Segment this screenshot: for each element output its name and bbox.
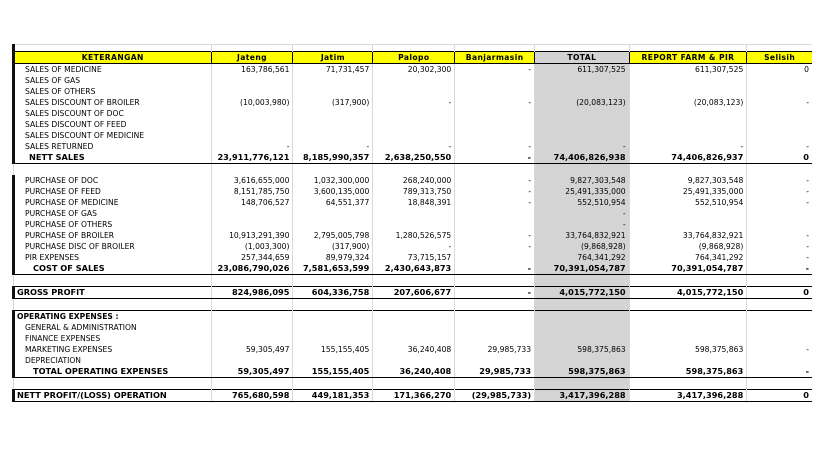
cell-palopo[interactable]: 73,715,157 — [373, 252, 455, 263]
cell-palopo[interactable]: 36,240,408 — [373, 344, 455, 355]
cell-report-farm-pir[interactable] — [629, 208, 747, 219]
empty-cell[interactable] — [455, 164, 535, 176]
cell-jateng[interactable]: 163,786,561 — [211, 64, 293, 76]
cell-report-farm-pir[interactable] — [629, 86, 747, 97]
empty-cell[interactable] — [747, 164, 812, 176]
total-opex-row — [14, 366, 813, 378]
cell-selisih[interactable]: - — [747, 252, 812, 263]
cell-banjarmasin[interactable]: - — [455, 141, 535, 152]
empty-cell[interactable] — [455, 275, 535, 287]
cell-banjarmasin[interactable]: - — [455, 186, 535, 197]
cell-total[interactable]: 4,015,772,150 — [535, 287, 630, 299]
cell-jateng[interactable] — [211, 219, 293, 230]
cell-jatim[interactable] — [293, 219, 373, 230]
cell-report-farm-pir[interactable]: 764,341,292 — [629, 252, 747, 263]
cell-selisih[interactable] — [747, 333, 812, 344]
cell-selisih[interactable]: 0 — [747, 152, 812, 164]
cell-jatim[interactable]: 89,979,324 — [293, 252, 373, 263]
cell-palopo[interactable] — [373, 86, 455, 97]
opex-row — [14, 355, 813, 366]
row-label[interactable]: SALES OF MEDICINE — [14, 64, 212, 76]
cell-report-farm-pir[interactable]: (20,083,123) — [629, 97, 747, 108]
opex-row — [14, 344, 813, 355]
empty-cell[interactable] — [747, 275, 812, 287]
cell-jateng[interactable]: 8,151,785,750 — [211, 186, 293, 197]
cell-report-farm-pir[interactable] — [629, 333, 747, 344]
empty-cell[interactable] — [535, 311, 630, 323]
cell-jatim[interactable]: 1,032,300,000 — [293, 175, 373, 186]
cell-report-farm-pir[interactable]: 70,391,054,787 — [629, 263, 747, 275]
cell-jatim[interactable]: 71,731,457 — [293, 64, 373, 76]
cell-selisih[interactable]: - — [747, 186, 812, 197]
cell-jateng[interactable] — [211, 75, 293, 86]
cell-total[interactable] — [535, 333, 630, 344]
cell-banjarmasin[interactable]: - — [455, 197, 535, 208]
cell-jateng[interactable]: 257,344,659 — [211, 252, 293, 263]
cell-report-farm-pir[interactable] — [629, 119, 747, 130]
cell-palopo[interactable]: 20,302,300 — [373, 64, 455, 76]
cell-selisih[interactable] — [747, 355, 812, 366]
row-label[interactable]: SALES DISCOUNT OF FEED — [14, 119, 212, 130]
header-report-farm-pir[interactable]: REPORT FARM & PIR — [629, 52, 747, 64]
cell-report-farm-pir[interactable]: 552,510,954 — [629, 197, 747, 208]
cell-report-farm-pir[interactable]: 25,491,335,000 — [629, 186, 747, 197]
cell-banjarmasin[interactable] — [455, 333, 535, 344]
empty-cell[interactable] — [535, 164, 630, 176]
cell-palopo[interactable] — [373, 75, 455, 86]
empty-cell[interactable] — [629, 311, 747, 323]
cell-jatim[interactable] — [293, 333, 373, 344]
cell-jateng[interactable]: 23,911,776,121 — [211, 152, 293, 164]
cell-total[interactable] — [535, 355, 630, 366]
cell-jatim[interactable]: 3,600,135,000 — [293, 186, 373, 197]
header-banjarmasin[interactable]: Banjarmasin — [455, 52, 535, 64]
cell-banjarmasin[interactable] — [455, 208, 535, 219]
cell-total[interactable] — [535, 322, 630, 333]
sales-row — [14, 64, 813, 76]
gross-profit-row — [14, 287, 813, 299]
cell-report-farm-pir[interactable] — [629, 108, 747, 119]
cell-banjarmasin[interactable] — [455, 86, 535, 97]
cell-jateng[interactable]: 3,616,655,000 — [211, 175, 293, 186]
cell-jatim[interactable]: 155,155,405 — [293, 366, 373, 378]
cell-jatim[interactable]: 604,336,758 — [293, 287, 373, 299]
cell-report-farm-pir[interactable] — [629, 75, 747, 86]
opex-row — [14, 322, 813, 333]
header-jateng[interactable]: Jateng — [211, 52, 293, 64]
cell-total[interactable] — [535, 86, 630, 97]
cell-jateng[interactable] — [211, 333, 293, 344]
cell-report-farm-pir[interactable]: 9,827,303,548 — [629, 175, 747, 186]
purchase-row — [14, 175, 813, 186]
empty-cell[interactable] — [629, 275, 747, 287]
row-label[interactable]: PURCHASE OF FEED — [14, 186, 212, 197]
empty-cell[interactable] — [293, 275, 373, 287]
cell-selisih[interactable] — [747, 219, 812, 230]
empty-cell[interactable] — [373, 378, 455, 390]
row-label[interactable]: NETT SALES — [14, 152, 212, 164]
sales-row — [14, 86, 813, 97]
row-label[interactable]: SALES DISCOUNT OF DOC — [14, 108, 212, 119]
cell-jatim[interactable]: (317,900) — [293, 241, 373, 252]
cell-banjarmasin[interactable]: - — [455, 64, 535, 76]
cell-total[interactable]: (9,868,928) — [535, 241, 630, 252]
row-label[interactable]: DEPRECIATION — [14, 355, 212, 366]
cell-jateng[interactable]: 148,706,527 — [211, 197, 293, 208]
purchase-row — [14, 208, 813, 219]
cell-jatim[interactable] — [293, 108, 373, 119]
cell-jateng[interactable]: (1,003,300) — [211, 241, 293, 252]
cell-jatim[interactable]: 155,155,405 — [293, 344, 373, 355]
cell-selisih[interactable]: 0 — [747, 64, 812, 76]
empty-cell[interactable] — [455, 378, 535, 390]
header-row — [14, 52, 813, 64]
purchase-row — [14, 219, 813, 230]
sales-row — [14, 97, 813, 108]
blank-row — [14, 164, 813, 176]
row-label[interactable]: SALES DISCOUNT OF BROILER — [14, 97, 212, 108]
cell-selisih[interactable]: - — [747, 175, 812, 186]
cell-selisih[interactable]: 0 — [747, 287, 812, 299]
cell-selisih[interactable]: - — [747, 197, 812, 208]
row-label[interactable]: PURCHASE OF DOC — [14, 175, 212, 186]
row-label[interactable] — [14, 299, 212, 311]
cell-report-farm-pir[interactable]: 4,015,772,150 — [629, 287, 747, 299]
opex-row — [14, 333, 813, 344]
cell-jateng[interactable] — [211, 322, 293, 333]
row-label[interactable]: PURCHASE OF OTHERS — [14, 219, 212, 230]
row-label[interactable]: PURCHASE OF MEDICINE — [14, 197, 212, 208]
cell-report-farm-pir[interactable]: 598,375,863 — [629, 344, 747, 355]
blank-row — [14, 275, 813, 287]
cell-total[interactable]: 25,491,335,000 — [535, 186, 630, 197]
cell-banjarmasin[interactable]: - — [455, 241, 535, 252]
cell-report-farm-pir[interactable]: (9,868,928) — [629, 241, 747, 252]
cell-banjarmasin[interactable]: - — [455, 175, 535, 186]
cell-total[interactable]: 9,827,303,548 — [535, 175, 630, 186]
cell-report-farm-pir[interactable] — [629, 219, 747, 230]
cell-total[interactable]: 552,510,954 — [535, 197, 630, 208]
empty-cell[interactable] — [211, 164, 293, 176]
empty-cell[interactable] — [535, 299, 630, 311]
cell-selisih[interactable]: - — [747, 366, 812, 378]
cell-jateng[interactable] — [211, 119, 293, 130]
purchase-row — [14, 230, 813, 241]
spacer-row — [14, 45, 813, 52]
cell-total[interactable]: 611,307,525 — [535, 64, 630, 76]
cell-palopo[interactable] — [373, 119, 455, 130]
cell-palopo[interactable]: - — [373, 141, 455, 152]
empty-cell[interactable] — [293, 311, 373, 323]
row-label[interactable]: NETT PROFIT/(LOSS) OPERATION — [14, 390, 212, 402]
header-palopo[interactable]: Palopo — [373, 52, 455, 64]
empty-cell[interactable] — [629, 299, 747, 311]
cell-palopo[interactable]: 2,430,643,873 — [373, 263, 455, 275]
empty-cell[interactable] — [629, 378, 747, 390]
cell-selisih[interactable] — [747, 208, 812, 219]
cell-palopo[interactable]: 1,280,526,575 — [373, 230, 455, 241]
cell-banjarmasin[interactable] — [455, 219, 535, 230]
cell-jateng[interactable] — [211, 208, 293, 219]
cell-palopo[interactable] — [373, 333, 455, 344]
row-label[interactable]: MARKETING EXPENSES — [14, 344, 212, 355]
header-selisih[interactable]: Selisih — [747, 52, 812, 64]
cell-palopo[interactable]: 36,240,408 — [373, 366, 455, 378]
cell-jatim[interactable] — [293, 322, 373, 333]
row-label[interactable]: PIR EXPENSES — [14, 252, 212, 263]
cell-report-farm-pir[interactable] — [629, 130, 747, 141]
cell-report-farm-pir[interactable] — [629, 355, 747, 366]
cell-jateng[interactable]: 59,305,497 — [211, 366, 293, 378]
cell-jateng[interactable] — [211, 355, 293, 366]
cell-banjarmasin[interactable] — [455, 355, 535, 366]
cell-total[interactable]: 33,764,832,921 — [535, 230, 630, 241]
cell-total[interactable]: 74,406,826,938 — [535, 152, 630, 164]
cell-jatim[interactable]: - — [293, 141, 373, 152]
row-label[interactable]: PURCHASE OF GAS — [14, 208, 212, 219]
cell-palopo[interactable] — [373, 130, 455, 141]
empty-cell[interactable] — [373, 275, 455, 287]
row-label[interactable]: SALES OF GAS — [14, 75, 212, 86]
cell-total[interactable]: 3,417,396,288 — [535, 390, 630, 402]
empty-cell[interactable] — [747, 378, 812, 390]
sales-row — [14, 75, 813, 86]
cell-total[interactable]: - — [535, 219, 630, 230]
cell-palopo[interactable] — [373, 208, 455, 219]
cell-total[interactable]: 70,391,054,787 — [535, 263, 630, 275]
empty-cell[interactable] — [293, 299, 373, 311]
sales-row — [14, 141, 813, 152]
cell-jatim[interactable]: 8,185,990,357 — [293, 152, 373, 164]
cell-banjarmasin[interactable]: - — [455, 263, 535, 275]
cell-palopo[interactable]: - — [373, 241, 455, 252]
cell-palopo[interactable]: 2,638,250,550 — [373, 152, 455, 164]
cell-jatim[interactable] — [293, 130, 373, 141]
cell-report-farm-pir[interactable]: 33,764,832,921 — [629, 230, 747, 241]
cell-selisih[interactable] — [747, 119, 812, 130]
sales-row — [14, 108, 813, 119]
cell-total[interactable] — [535, 75, 630, 86]
empty-cell[interactable] — [211, 275, 293, 287]
row-label[interactable] — [14, 164, 212, 176]
cell-jateng[interactable]: 824,986,095 — [211, 287, 293, 299]
cell-total[interactable]: 764,341,292 — [535, 252, 630, 263]
row-label[interactable]: FINANCE EXPENSES — [14, 333, 212, 344]
cell-total[interactable] — [535, 108, 630, 119]
row-label[interactable] — [14, 378, 212, 390]
cell-total[interactable]: - — [535, 208, 630, 219]
empty-cell[interactable] — [455, 311, 535, 323]
cell-jatim[interactable]: 64,551,377 — [293, 197, 373, 208]
purchase-row — [14, 197, 813, 208]
cell-jateng[interactable]: (10,003,980) — [211, 97, 293, 108]
cell-report-farm-pir[interactable]: 74,406,826,937 — [629, 152, 747, 164]
cell-jateng[interactable]: 23,086,790,026 — [211, 263, 293, 275]
cell-banjarmasin[interactable] — [455, 130, 535, 141]
header-total[interactable]: TOTAL — [535, 52, 630, 64]
cell-banjarmasin[interactable] — [455, 75, 535, 86]
purchase-row — [14, 252, 813, 263]
empty-cell[interactable] — [373, 311, 455, 323]
nett-sales-row — [14, 152, 813, 164]
empty-cell[interactable] — [293, 378, 373, 390]
cell-selisih[interactable] — [747, 130, 812, 141]
row-label[interactable]: COST OF SALES — [14, 263, 212, 275]
cell-banjarmasin[interactable] — [455, 108, 535, 119]
cell-selisih[interactable] — [747, 322, 812, 333]
empty-cell[interactable] — [211, 378, 293, 390]
cell-jatim[interactable]: 449,181,353 — [293, 390, 373, 402]
row-label[interactable]: PURCHASE DISC OF BROILER — [14, 241, 212, 252]
cost-of-sales-row — [14, 263, 813, 275]
cell-selisih[interactable]: - — [747, 97, 812, 108]
cell-total[interactable]: - — [535, 141, 630, 152]
purchase-row — [14, 241, 813, 252]
cell-palopo[interactable]: 207,606,677 — [373, 287, 455, 299]
cell-banjarmasin[interactable]: - — [455, 152, 535, 164]
cell-report-farm-pir[interactable]: 3,417,396,288 — [629, 390, 747, 402]
empty-cell[interactable] — [747, 299, 812, 311]
cell-total[interactable]: (20,083,123) — [535, 97, 630, 108]
cell-banjarmasin[interactable]: 29,985,733 — [455, 344, 535, 355]
row-label[interactable]: GENERAL & ADMINISTRATION — [14, 322, 212, 333]
empty-cell[interactable] — [747, 311, 812, 323]
nett-profit-row — [14, 390, 813, 402]
cell-selisih[interactable]: - — [747, 241, 812, 252]
empty-cell[interactable] — [373, 299, 455, 311]
blank-row — [14, 378, 813, 390]
empty-cell[interactable] — [455, 299, 535, 311]
row-label[interactable]: PURCHASE OF BROILER — [14, 230, 212, 241]
row-label[interactable]: SALES RETURNED — [14, 141, 212, 152]
cell-total[interactable]: 598,375,863 — [535, 344, 630, 355]
purchase-row — [14, 186, 813, 197]
cell-jatim[interactable] — [293, 208, 373, 219]
cell-banjarmasin[interactable] — [455, 252, 535, 263]
cell-jateng[interactable]: 10,913,291,390 — [211, 230, 293, 241]
cell-jateng[interactable]: 59,305,497 — [211, 344, 293, 355]
row-label[interactable]: SALES DISCOUNT OF MEDICINE — [14, 130, 212, 141]
opex-title-row — [14, 311, 813, 323]
sales-row — [14, 119, 813, 130]
cell-jatim[interactable] — [293, 355, 373, 366]
cell-selisih[interactable]: - — [747, 230, 812, 241]
cell-palopo[interactable]: 789,313,750 — [373, 186, 455, 197]
cell-jateng[interactable]: 765,680,598 — [211, 390, 293, 402]
cell-report-farm-pir[interactable]: 598,375,863 — [629, 366, 747, 378]
cell-report-farm-pir[interactable] — [629, 322, 747, 333]
cell-total[interactable] — [535, 119, 630, 130]
cell-palopo[interactable] — [373, 108, 455, 119]
cell-jatim[interactable]: (317,900) — [293, 97, 373, 108]
header-jatim[interactable]: Jatim — [293, 52, 373, 64]
opex-title[interactable]: OPERATING EXPENSES : — [14, 311, 212, 323]
cell-selisih[interactable]: - — [747, 141, 812, 152]
cell-banjarmasin[interactable]: - — [455, 97, 535, 108]
cell-jateng[interactable] — [211, 108, 293, 119]
cell-report-farm-pir[interactable]: 611,307,525 — [629, 64, 747, 76]
empty-cell[interactable] — [211, 299, 293, 311]
cell-total[interactable]: 598,375,863 — [535, 366, 630, 378]
cell-banjarmasin[interactable] — [455, 322, 535, 333]
cell-palopo[interactable]: - — [373, 97, 455, 108]
cell-total[interactable] — [535, 130, 630, 141]
cell-selisih[interactable]: 0 — [747, 390, 812, 402]
cell-selisih[interactable]: - — [747, 344, 812, 355]
empty-cell[interactable] — [211, 311, 293, 323]
cell-jatim[interactable] — [293, 75, 373, 86]
cell-selisih[interactable] — [747, 108, 812, 119]
empty-cell[interactable] — [293, 164, 373, 176]
cell-banjarmasin[interactable]: - — [455, 230, 535, 241]
cell-jatim[interactable]: 2,795,005,798 — [293, 230, 373, 241]
cell-banjarmasin[interactable]: - — [455, 287, 535, 299]
cell-banjarmasin[interactable] — [455, 119, 535, 130]
cell-jateng[interactable] — [211, 130, 293, 141]
cell-palopo[interactable]: 268,240,000 — [373, 175, 455, 186]
cell-selisih[interactable] — [747, 75, 812, 86]
cell-selisih[interactable]: - — [747, 263, 812, 275]
row-label[interactable]: SALES OF OTHERS — [14, 86, 212, 97]
empty-cell[interactable] — [535, 275, 630, 287]
cell-jatim[interactable]: 7,581,653,599 — [293, 263, 373, 275]
empty-cell[interactable] — [629, 164, 747, 176]
cell-selisih[interactable] — [747, 86, 812, 97]
row-label[interactable]: TOTAL OPERATING EXPENSES — [14, 366, 212, 378]
cell-palopo[interactable]: 171,366,270 — [373, 390, 455, 402]
cell-report-farm-pir[interactable]: - — [629, 141, 747, 152]
cell-jateng[interactable] — [211, 86, 293, 97]
cell-palopo[interactable] — [373, 322, 455, 333]
cell-jatim[interactable] — [293, 86, 373, 97]
row-label[interactable] — [14, 275, 212, 287]
cell-palopo[interactable] — [373, 219, 455, 230]
header-keterangan[interactable]: KETERANGAN — [14, 52, 212, 64]
empty-cell[interactable] — [373, 164, 455, 176]
empty-cell[interactable] — [535, 378, 630, 390]
cell-banjarmasin[interactable]: 29,985,733 — [455, 366, 535, 378]
cell-banjarmasin[interactable]: (29,985,733) — [455, 390, 535, 402]
cell-jatim[interactable] — [293, 119, 373, 130]
profit-loss-table — [12, 44, 812, 402]
spreadsheet — [12, 44, 812, 402]
sales-row — [14, 130, 813, 141]
row-label[interactable]: GROSS PROFIT — [14, 287, 212, 299]
cell-jateng[interactable]: - — [211, 141, 293, 152]
cell-palopo[interactable] — [373, 355, 455, 366]
blank-row — [14, 299, 813, 311]
cell-palopo[interactable]: 18,848,391 — [373, 197, 455, 208]
